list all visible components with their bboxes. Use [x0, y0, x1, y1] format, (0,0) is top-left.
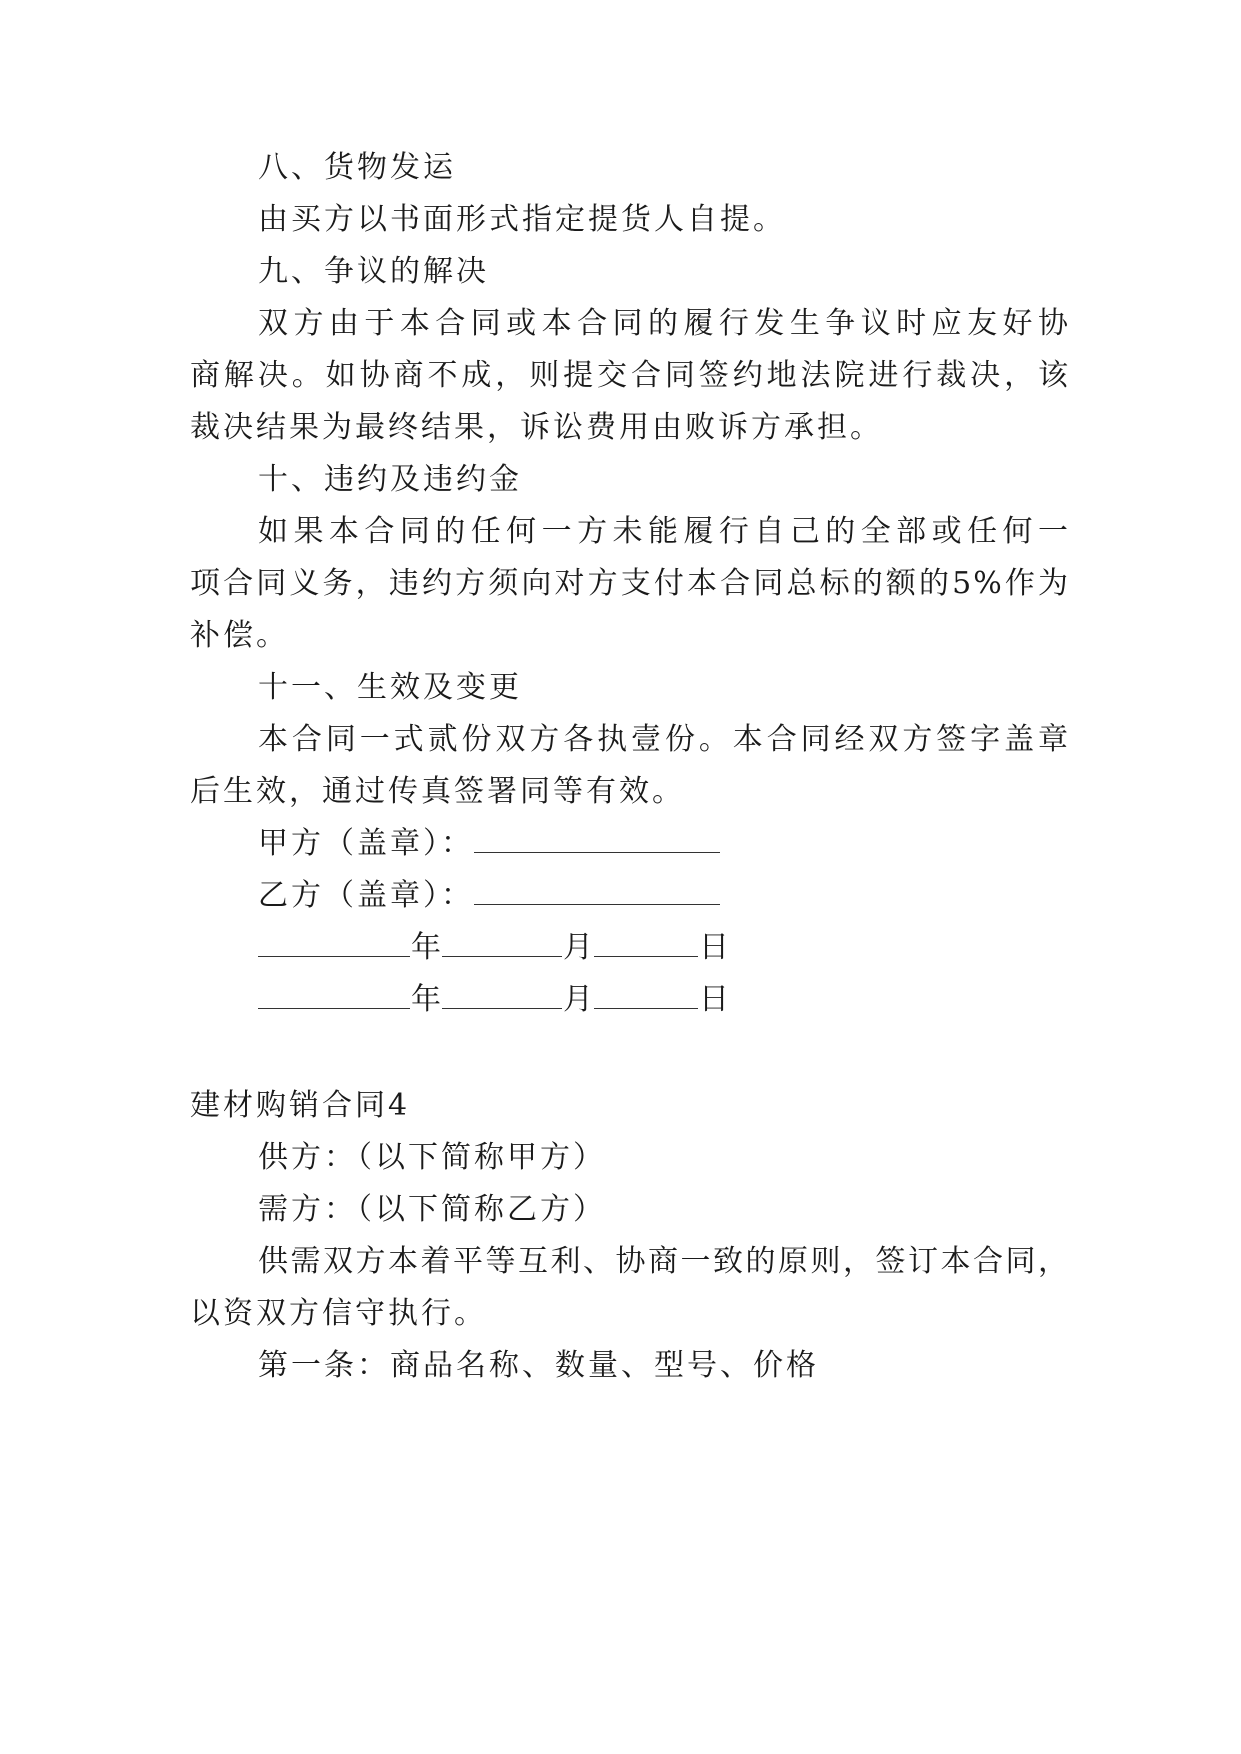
intro-line-2: 以资双方信守执行。: [190, 1296, 487, 1331]
year-label-1: 年: [411, 930, 441, 965]
date-row-1: [258, 928, 1138, 968]
day-label-1: 日: [699, 930, 729, 965]
day-blank-1[interactable]: [594, 928, 698, 957]
article-1-title: 第一条：商品名称、数量、型号、价格: [258, 1348, 819, 1383]
section-11-title: 十一、生效及变更: [258, 670, 522, 705]
buyer-line: 需方：（以下简称乙方）: [258, 1192, 606, 1227]
date-row-2: [258, 980, 1138, 1020]
section-11-line-2: 后生效，通过传真签署同等有效。: [190, 774, 685, 809]
section-11-line-1: 本合同一式贰份双方各执壹份。本合同经双方签字盖章: [258, 722, 1070, 757]
day-blank-2[interactable]: [594, 980, 698, 1009]
party-b-label: 乙方（盖章）：: [258, 878, 474, 913]
section-10-line-1: 如果本合同的任何一方未能履行自己的全部或任何一: [258, 514, 1070, 549]
section-9-line-2: 商解决。如协商不成，则提交合同签约地法院进行裁决，该: [190, 358, 1070, 393]
section-8-body: 由买方以书面形式指定提货人自提。: [258, 202, 786, 237]
party-b-signature-row: [258, 876, 1138, 916]
party-a-label: 甲方（盖章）：: [258, 826, 474, 861]
year-blank-2[interactable]: [258, 980, 410, 1009]
month-blank-2[interactable]: [442, 980, 562, 1009]
section-9-line-3: 裁决结果为最终结果，诉讼费用由败诉方承担。: [190, 410, 883, 445]
contract-4-title: 建材购销合同4: [190, 1088, 411, 1123]
section-10-title: 十、违约及违约金: [258, 462, 522, 497]
year-blank-1[interactable]: [258, 928, 410, 957]
day-label-2: 日: [699, 982, 729, 1017]
month-label-2: 月: [563, 982, 593, 1017]
month-label-1: 月: [563, 930, 593, 965]
intro-line-1: 供需双方本着平等互利、协商一致的原则，签订本合同，: [258, 1244, 1070, 1279]
month-blank-1[interactable]: [442, 928, 562, 957]
party-a-signature-blank[interactable]: [474, 824, 720, 853]
party-a-signature-row: [258, 824, 1138, 864]
section-10-line-3: 补偿。: [190, 618, 289, 653]
supplier-line: 供方：（以下简称甲方）: [258, 1140, 606, 1175]
section-8-title: 八、货物发运: [258, 150, 456, 185]
section-9-line-1: 双方由于本合同或本合同的履行发生争议时应友好协: [258, 306, 1070, 341]
year-label-2: 年: [411, 982, 441, 1017]
section-10-line-2: 项合同义务，违约方须向对方支付本合同总标的额的5%作为: [190, 566, 1070, 601]
party-b-signature-blank[interactable]: [474, 876, 720, 905]
section-9-title: 九、争议的解决: [258, 254, 489, 289]
